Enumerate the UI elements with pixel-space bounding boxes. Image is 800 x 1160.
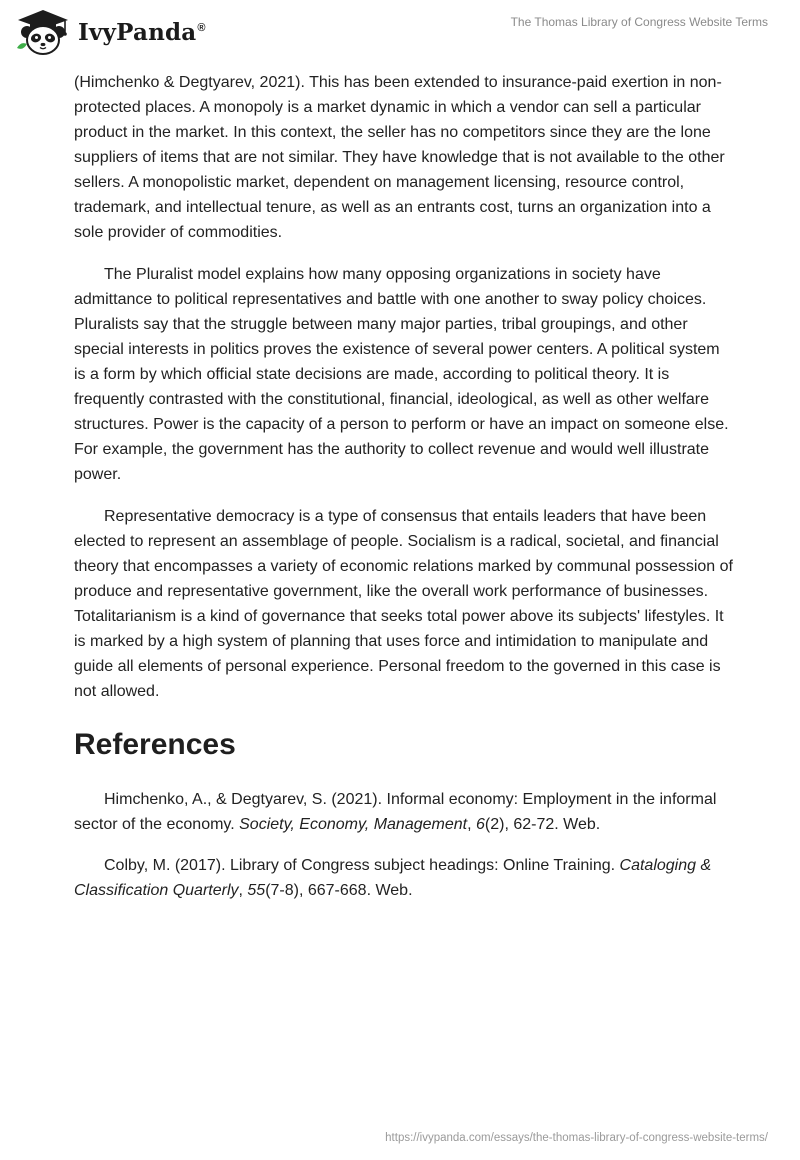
reference-separator: , <box>467 816 476 833</box>
essay-content <box>74 70 734 903</box>
reference-text: Himchenko, A., & Degtyarev, S. (2021). Informal economy: Employment in the informal sector of the economy. <box>74 791 717 833</box>
page-header <box>0 0 800 64</box>
reference-pages: (2), 62-72. Web. <box>484 816 601 833</box>
brand-name: IvyPanda® <box>78 18 206 46</box>
references-heading: References <box>74 728 236 761</box>
body-paragraph: The Pluralist model explains how many opposing organizations in society have admittance to political representatives and battle with one another to sway policy choices. Pluralists say that the struggle between many major parties, tribal groupings, and other special interests in politics proves the existence of several power centers. A political system is a form by which official state decisions are made, according to political theory. It is frequently contrasted with the constitutional, financial, ideological, as well as other welfare structures. Power is the capacity of a person to perform or have an impact on someone else. For example, the government has the authority to collect revenue and would well illustrate power. <box>74 266 729 483</box>
body-paragraph: (Himchenko & Degtyarev, 2021). This has been extended to insurance-paid exertion in non-protected places. A monopoly is a market dynamic in which a vendor can sell a particular product in the market. In this context, the seller has no competitors since they are the lone suppliers of items that are not similar. They have knowledge that is not available to the other sellers. A monopolistic market, dependent on management licensing, resource control, trademark, and intellectual tenure, as well as an entrants cost, turns an organization into a sole provider of commodities. <box>74 74 725 241</box>
reference-journal: Society, Economy, Management <box>239 816 468 833</box>
panda-graduate-icon <box>14 8 72 56</box>
reference-volume: 55 <box>247 882 266 899</box>
document-title: The Thomas Library of Congress Website Terms <box>510 15 768 29</box>
source-url-link[interactable]: https://ivypanda.com/essays/the-thomas-library-of-congress-website-terms/ <box>385 1132 768 1144</box>
registered-mark: ® <box>197 21 206 34</box>
reference-entry <box>74 787 734 837</box>
body-paragraph: Representative democracy is a type of consensus that entails leaders that have been elected to represent an assemblage of people. Socialism is a radical, societal, and financial theory that encompasses a variety of economic relations marked by communal possession of produce and representative government, like the overall work performance of businesses. Totalitarianism is a kind of governance that seeks total power above its subjects' lifestyles. It is marked by a high system of planning that uses force and intimidation to manipulate and guide all elements of personal experience. Personal freedom to the governed in this case is not allowed. <box>74 508 733 700</box>
reference-separator: , <box>238 882 248 899</box>
reference-text: Colby, M. (2017). Library of Congress subject headings: Online Training. <box>104 857 620 874</box>
reference-entry <box>74 853 734 903</box>
reference-journal: Cataloging & Classification Quarterly <box>74 857 712 899</box>
reference-pages: (7-8), 667-668. Web. <box>265 882 413 899</box>
brand-logo-link[interactable] <box>14 8 206 56</box>
reference-volume: 6 <box>475 816 485 833</box>
